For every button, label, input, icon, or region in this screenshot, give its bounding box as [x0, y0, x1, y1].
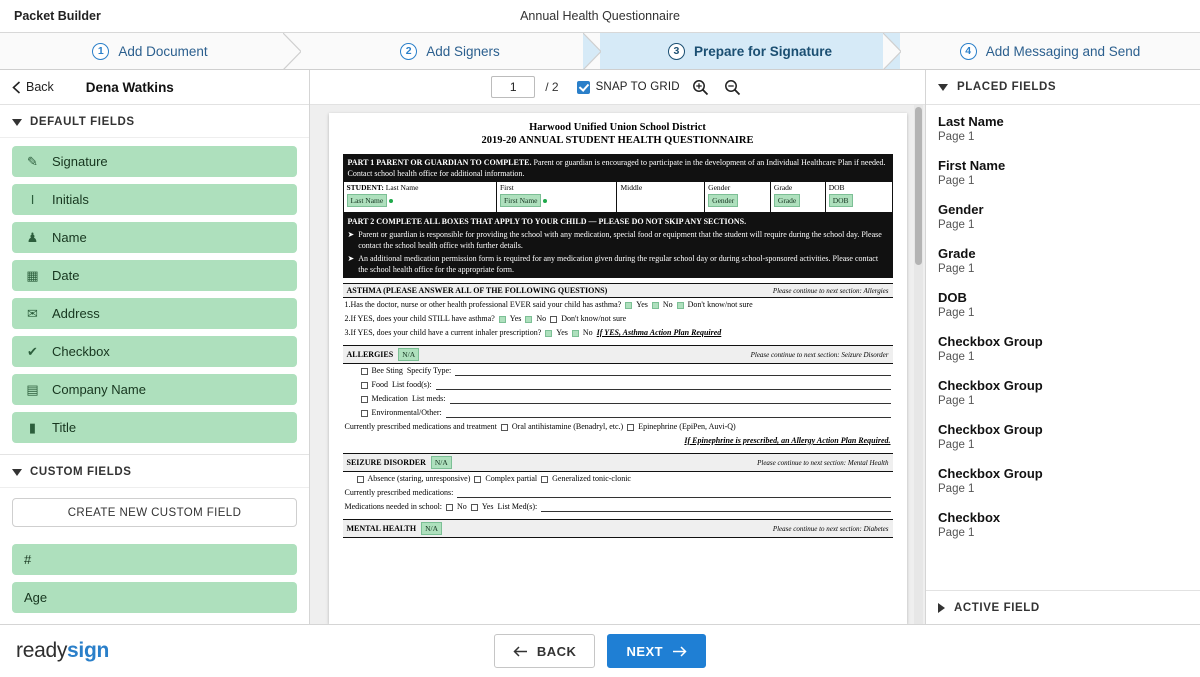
part1-label: PART 1 — [347, 158, 375, 167]
checkbox-school-meds-yes[interactable] — [471, 504, 478, 511]
step-number: 2 — [400, 43, 417, 60]
field-signature[interactable] — [12, 146, 297, 177]
seizure-meds-row — [343, 486, 893, 500]
field-label: Address — [52, 306, 100, 321]
placed-field-name: Checkbox Group — [938, 378, 1043, 393]
placed-field-page: Page 1 — [938, 395, 975, 407]
col-header: Middle — [620, 183, 643, 192]
field-label: Company Name — [52, 382, 146, 397]
step-add-messaging-and-send[interactable] — [900, 33, 1200, 69]
placed-field-first-name[interactable]: First Name — [500, 194, 542, 207]
asthma-section-title: ASTHMA (PLEASE ANSWER ALL OF THE FOLLOWING QUESTIONS) — [346, 286, 608, 295]
checkbox-allergies-na[interactable]: N/A — [398, 348, 419, 361]
seizure-school-label: Medications needed in school: — [344, 502, 443, 511]
briefcase-icon: ▮ — [28, 419, 37, 435]
step-number: 3 — [668, 43, 685, 60]
checkbox-asthma-q2-no[interactable] — [525, 316, 532, 323]
active-field-header[interactable] — [926, 590, 1200, 624]
checkbox-mental-health-na[interactable]: N/A — [421, 522, 442, 535]
building-icon: ▤ — [26, 381, 39, 397]
option-label: Yes — [636, 300, 648, 309]
allergy-sublabel: List food(s): — [391, 380, 432, 389]
snap-to-grid-label: SNAP TO GRID — [595, 81, 680, 93]
field-label: Age — [24, 590, 48, 605]
placed-field-name: Checkbox Group — [938, 466, 1043, 481]
question-text: 3.If YES, does your child have a current inhaler prescription? — [344, 328, 542, 337]
pen-icon: ✎ — [27, 153, 38, 169]
allergy-label: Bee Sting — [371, 366, 403, 375]
list-item[interactable] — [938, 510, 1188, 541]
field-title[interactable] — [12, 412, 297, 443]
write-in-line[interactable] — [446, 409, 891, 418]
seizure-school-option-no: No — [457, 502, 467, 511]
document-toolbar — [310, 70, 925, 105]
part1-block — [343, 154, 893, 182]
checkbox-asthma-q1-yes[interactable] — [625, 302, 632, 309]
document-title: Annual Health Questionnaire — [520, 9, 680, 23]
default-fields-list — [0, 138, 309, 454]
list-item[interactable] — [938, 378, 1188, 409]
field-label: Checkbox — [52, 344, 110, 359]
allergy-row-food — [343, 378, 893, 392]
back-button[interactable] — [494, 634, 596, 668]
placed-field-name: Checkbox Group — [938, 422, 1043, 437]
student-label: STUDENT: — [346, 183, 384, 192]
field-label: Name — [52, 230, 87, 245]
checkbox-complex-partial[interactable] — [474, 476, 481, 483]
asthma-section-bar — [343, 283, 893, 298]
allergy-label: Environmental/Other: — [371, 408, 442, 417]
write-in-line[interactable] — [457, 489, 890, 498]
option-label: No — [582, 328, 593, 337]
option-label: Don't know/not sure — [561, 314, 627, 323]
student-cell-last-name — [344, 182, 497, 212]
wizard-steps — [0, 33, 1200, 70]
document-area — [310, 70, 925, 624]
left-panel — [0, 70, 310, 624]
calendar-icon: ▦ — [26, 267, 39, 283]
col-header: First — [499, 183, 514, 192]
doc-title-line2: 2019-20 ANNUAL STUDENT HEALTH QUESTIONNAIRE — [481, 135, 754, 146]
step-number: 4 — [960, 43, 977, 60]
allergy-row-medication — [343, 392, 893, 406]
list-item[interactable] — [938, 202, 1188, 233]
allergy-row-bee-sting — [343, 364, 893, 378]
option-label: Yes — [556, 328, 568, 337]
field-label: Title — [52, 420, 77, 435]
mental-health-section-note: Please continue to next section: Diabetes — [772, 524, 889, 533]
step-number: 1 — [92, 43, 109, 60]
checkbox-epinephrine[interactable] — [627, 424, 634, 431]
field-date[interactable] — [12, 260, 297, 291]
option-label: No — [662, 300, 673, 309]
step-prepare-for-signature[interactable] — [600, 33, 900, 69]
col-header: DOB — [828, 183, 845, 192]
asthma-question-3 — [343, 326, 893, 340]
seizure-section-note: Please continue to next section: Mental Health — [757, 458, 889, 467]
epinephrine-note: If Epinephrine is prescribed, an Allergy Action Plan Required. — [684, 436, 891, 445]
asthma-question-1 — [343, 298, 893, 312]
seizure-section-title: SEIZURE DISORDER — [346, 458, 426, 467]
part1-heading: PARENT OR GUARDIAN TO COMPLETE. — [376, 158, 532, 167]
seizure-school-option-yes: Yes — [481, 502, 494, 511]
zoom-out-glyph — [724, 79, 741, 96]
question-text: 1.Has the doctor, nurse or other health professional EVER said your child has asthma? — [344, 300, 622, 309]
placed-fields-header[interactable] — [926, 70, 1200, 105]
zoom-out-icon[interactable] — [722, 76, 744, 98]
placed-field-page: Page 1 — [938, 483, 975, 495]
student-info-row — [343, 182, 893, 213]
write-in-line[interactable] — [450, 395, 891, 404]
next-button-label: NEXT — [626, 643, 664, 659]
seizure-school-list-label: List Med(s): — [497, 502, 538, 511]
allergies-section-note: Please continue to next section: Seizure Disorder — [750, 350, 889, 359]
chevron-down-icon — [12, 469, 22, 476]
seizure-section-bar — [343, 453, 893, 472]
list-item[interactable] — [938, 422, 1188, 453]
placed-field-page: Page 1 — [938, 175, 975, 187]
checkbox-asthma-q1-unsure[interactable] — [677, 302, 684, 309]
list-item[interactable] — [938, 466, 1188, 497]
chevron-right-icon — [938, 603, 945, 613]
allergy-label: Food — [371, 380, 388, 389]
custom-fields-title: CUSTOM FIELDS — [30, 466, 132, 478]
checkbox-oral-antihistamine[interactable] — [501, 424, 508, 431]
seizure-option-3: Generalized tonic-clonic — [552, 474, 631, 483]
placed-field-page: Page 1 — [938, 219, 975, 231]
checkbox-seizure-na[interactable]: N/A — [431, 456, 452, 469]
checkmark-icon: ✔ — [27, 343, 38, 359]
placed-field-name: Checkbox Group — [938, 334, 1043, 349]
snap-to-grid-checkbox[interactable] — [577, 81, 590, 94]
placed-field-last-name[interactable]: Last Name — [347, 194, 388, 207]
footer-actions — [0, 634, 1200, 668]
step-label: Add Document — [118, 43, 208, 59]
document-scroll-area[interactable] — [310, 105, 925, 624]
doc-title-line1: Harwood Unified Union School District — [529, 122, 706, 133]
step-separator-icon — [883, 33, 901, 70]
initials-icon: I — [30, 192, 35, 207]
field-label: Initials — [52, 192, 89, 207]
checkbox-asthma-q1-no[interactable] — [652, 302, 659, 309]
custom-field-age[interactable] — [12, 582, 297, 613]
back-link[interactable] — [12, 80, 54, 94]
write-in-line[interactable] — [541, 503, 890, 512]
allergy-meds-line — [343, 420, 893, 434]
question-text: 2.If YES, does your child STILL have asthma? — [344, 314, 495, 323]
field-checkbox[interactable] — [12, 336, 297, 367]
placed-field-page: Page 1 — [938, 439, 975, 451]
col-header: Grade — [773, 183, 793, 192]
seizure-option-2: Complex partial — [485, 474, 538, 483]
option-label: Don't know/not sure — [687, 300, 753, 309]
top-bar — [0, 0, 1200, 33]
student-cell-middle — [617, 182, 705, 212]
student-cell-gender — [705, 182, 771, 212]
field-label: Date — [52, 268, 80, 283]
allergy-row-environmental — [343, 406, 893, 420]
placed-field-page: Page 1 — [938, 527, 975, 539]
page-total-label: / 2 — [545, 80, 559, 94]
field-address[interactable] — [12, 298, 297, 329]
asthma-q3-note: If YES, Asthma Action Plan Required — [596, 328, 722, 337]
scrollbar-thumb[interactable] — [915, 107, 922, 265]
right-panel — [925, 70, 1200, 624]
arrow-right-icon — [672, 646, 687, 657]
option-label: Yes — [509, 314, 522, 323]
seizure-option-1: Absence (staring, unresponsive) — [367, 474, 471, 483]
write-in-line[interactable] — [455, 367, 890, 376]
student-cell-first-name — [497, 182, 618, 212]
custom-fields-list — [0, 536, 309, 624]
logo-sign: sign — [67, 639, 110, 662]
placed-field-grade[interactable]: Grade — [774, 194, 800, 207]
student-cell-dob — [826, 182, 892, 212]
checkbox-environmental-other[interactable] — [361, 410, 368, 417]
chevron-down-icon — [12, 119, 22, 126]
placed-field-name: DOB — [938, 290, 967, 305]
placed-field-page: Page 1 — [938, 351, 975, 363]
meds-option-2: Epinephrine (EpiPen, Auvi-Q) — [638, 422, 736, 431]
placed-field-dob[interactable]: DOB — [829, 194, 853, 207]
meds-option-1: Oral antihistamine (Benadryl, etc.) — [511, 422, 624, 431]
default-fields-title: DEFAULT FIELDS — [30, 116, 135, 128]
step-label: Add Messaging and Send — [985, 43, 1141, 59]
placed-field-gender[interactable]: Gender — [708, 194, 738, 207]
list-item[interactable] — [938, 158, 1188, 189]
field-initials[interactable] — [12, 184, 297, 215]
asthma-question-2 — [343, 312, 893, 326]
step-separator-icon — [283, 33, 301, 70]
footer-bar — [0, 624, 1200, 677]
allergies-section-bar — [343, 345, 893, 364]
asthma-section-note: Please continue to next section: Allergies — [772, 286, 889, 295]
allergies-section-title: ALLERGIES — [346, 350, 394, 359]
signer-name: Dena Watkins — [85, 79, 174, 95]
person-icon: ♟ — [26, 229, 39, 245]
step-separator-icon — [583, 33, 601, 70]
checkbox-asthma-q3-yes[interactable] — [545, 330, 552, 337]
custom-field-number[interactable] — [12, 544, 297, 575]
part2-block — [343, 213, 893, 278]
placed-field-name: Gender — [938, 202, 984, 217]
checkbox-medication[interactable] — [361, 396, 368, 403]
document-scrollbar[interactable] — [914, 105, 923, 624]
step-add-signers[interactable] — [300, 33, 600, 69]
back-button-label: BACK — [536, 643, 577, 659]
list-item[interactable] — [938, 114, 1188, 145]
bullet-icon: ➤ — [347, 230, 355, 239]
seizure-school-meds-row — [343, 500, 893, 514]
left-panel-header — [0, 70, 309, 105]
checkbox-asthma-q2-unsure[interactable] — [550, 316, 557, 323]
placed-field-page: Page 1 — [938, 131, 975, 143]
main-area — [0, 70, 1200, 624]
checkbox-bee-sting[interactable] — [361, 368, 368, 375]
chevron-down-icon — [938, 84, 948, 91]
checkbox-food[interactable] — [361, 382, 368, 389]
part2-bullet-2: An additional medication permission form is required for any medication given during the regular school day or during school-sponsored activities. Please contact the school health office for the appropriate form. — [358, 254, 879, 274]
field-label: Signature — [52, 154, 108, 169]
checkbox-generalized-tonic-clonic[interactable] — [541, 476, 548, 483]
student-cell-grade — [771, 182, 826, 212]
field-company-name[interactable] — [12, 374, 297, 405]
logo-ready: ready — [16, 639, 68, 662]
chevron-left-icon — [12, 81, 21, 94]
meds-label: Currently prescribed medications and treatment — [344, 422, 497, 431]
placed-field-name: First Name — [938, 158, 1006, 173]
mental-health-section-title: MENTAL HEALTH — [346, 524, 417, 533]
allergy-sublabel: List meds: — [411, 394, 446, 403]
list-item[interactable] — [938, 334, 1188, 365]
step-label: Add Signers — [426, 43, 500, 59]
checkbox-asthma-q2-yes[interactable] — [499, 316, 506, 323]
default-fields-header[interactable] — [0, 105, 309, 138]
placed-field-name: Grade — [938, 246, 976, 261]
envelope-icon: ✉ — [27, 305, 38, 321]
arrow-left-icon — [513, 646, 528, 657]
part2-bullet-1: Parent or guardian is responsible for providing the school with any medication, special food or equipment that the student will require during the school day. Please contact the school health office with further details. — [358, 230, 882, 250]
epinephrine-note-line — [343, 434, 893, 448]
back-label: Back — [26, 80, 54, 94]
mental-health-section-bar — [343, 519, 893, 538]
placed-fields-list — [926, 105, 1200, 590]
custom-fields-header[interactable] — [0, 454, 309, 488]
create-new-custom-field-button[interactable]: CREATE NEW CUSTOM FIELD — [12, 498, 297, 527]
list-item[interactable] — [938, 290, 1188, 321]
bullet-icon: ➤ — [347, 254, 355, 263]
placed-field-page: Page 1 — [938, 307, 975, 319]
page-number-input[interactable] — [491, 76, 535, 98]
zoom-in-glyph — [692, 79, 709, 96]
app-title: Packet Builder — [14, 9, 101, 23]
col-header: Last Name — [385, 183, 419, 192]
col-header: Gender — [708, 183, 731, 192]
document-page[interactable] — [329, 113, 907, 624]
next-button[interactable] — [607, 634, 706, 668]
field-anchor-dot — [389, 199, 393, 203]
checkbox-absence[interactable] — [357, 476, 364, 483]
snap-to-grid-toggle[interactable] — [577, 81, 680, 94]
active-field-title: ACTIVE FIELD — [954, 601, 1040, 614]
placed-field-name: Checkbox — [938, 510, 1001, 525]
list-item[interactable] — [938, 246, 1188, 277]
part2-heading: COMPLETE ALL BOXES THAT APPLY TO YOUR CHILD — PLEASE DO NOT SKIP ANY SECTIONS. — [376, 217, 747, 226]
zoom-in-icon[interactable] — [690, 76, 712, 98]
part1-text: Parent or guardian is encouraged to participate in the development of an Individual Healthcare Plan if needed. Contact school health office for additional information. — [347, 158, 886, 178]
allergy-label: Medication — [371, 394, 408, 403]
field-anchor-dot — [543, 199, 547, 203]
placed-field-name: Last Name — [938, 114, 1004, 129]
step-label: Prepare for Signature — [693, 43, 833, 59]
field-name[interactable] — [12, 222, 297, 253]
placed-fields-title: PLACED FIELDS — [957, 81, 1057, 93]
write-in-line[interactable] — [436, 381, 891, 390]
field-label: # — [24, 552, 32, 567]
placed-field-page: Page 1 — [938, 263, 975, 275]
checkbox-school-meds-no[interactable] — [446, 504, 453, 511]
allergy-sublabel: Specify Type: — [406, 366, 452, 375]
part2-label: PART 2 — [347, 217, 375, 226]
option-label: No — [536, 314, 547, 323]
seizure-types-row — [343, 472, 893, 486]
seizure-meds-label: Currently prescribed medications: — [344, 488, 454, 497]
checkbox-asthma-q3-no[interactable] — [572, 330, 579, 337]
step-add-document[interactable] — [0, 33, 300, 69]
